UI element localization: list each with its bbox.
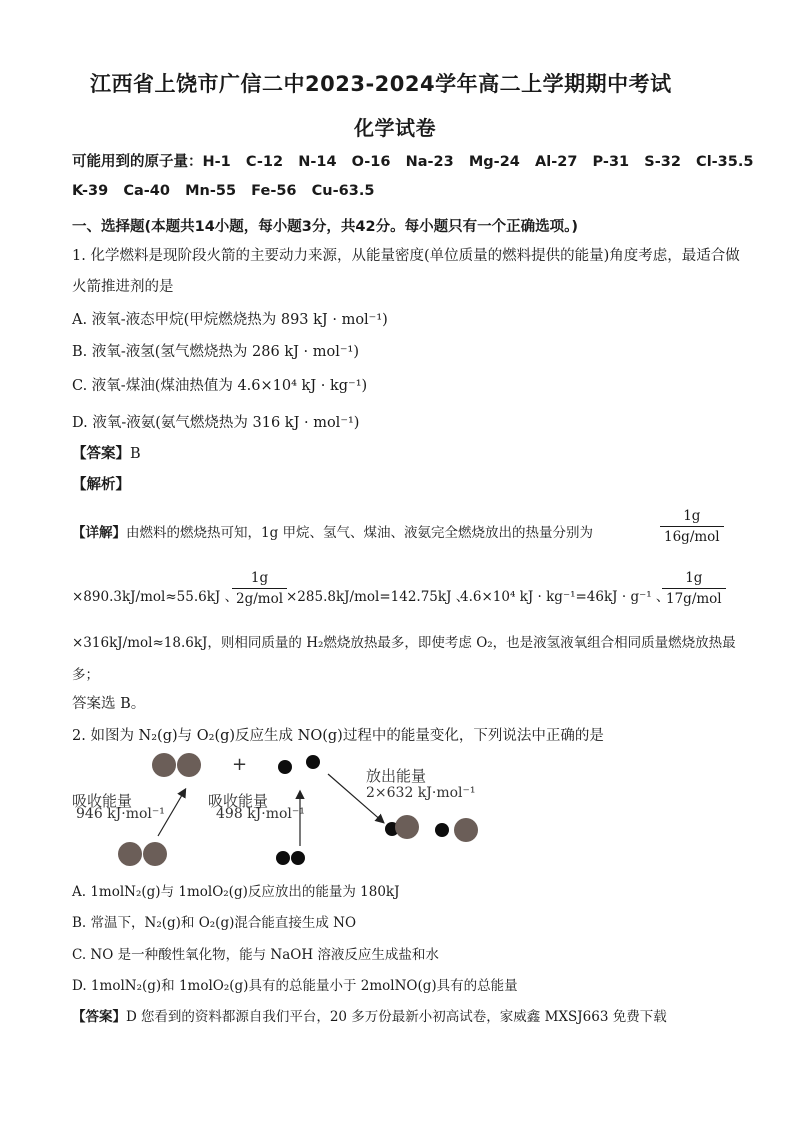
- release-value: 2×632 kJ·mol⁻¹: [366, 785, 476, 801]
- page-title: 江西省上饶市广信二中2023-2024学年高二上学期期中考试: [90, 72, 672, 96]
- n-atom-icon: [118, 842, 142, 866]
- fraction-2-numerator: 1g: [250, 570, 269, 586]
- plus-sign: +: [232, 754, 248, 775]
- detail-text: 由燃料的燃烧热可知，1g 甲烷、氢气、煤油、液氨完全燃烧放出的热量分别为: [126, 525, 594, 541]
- q1-answer: [72, 442, 141, 463]
- q2-stem: 2. 如图为 N₂(g)与 O₂(g)反应生成 NO(g)过程中的能量变化，下列说法中正确的是: [72, 728, 604, 744]
- absorb-value-1: 946 kJ·mol⁻¹: [76, 806, 165, 822]
- section-heading: 一、选择题(本题共14小题，每小题3分，共42分。每小题只有一个正确选项。): [72, 219, 578, 235]
- fraction-1-denominator: 16g/mol: [660, 526, 724, 545]
- fraction-2: [232, 570, 287, 607]
- calc-3: 4.6×10⁴ kJ · kg⁻¹=46kJ · g⁻¹ 、: [460, 589, 670, 605]
- q2-option-c: C. NO 是一种酸性氧化物，能与 NaOH 溶液反应生成盐和水: [72, 947, 439, 963]
- o-atom-icon: [276, 851, 290, 865]
- fraction-3: [662, 570, 726, 607]
- calc-4: ×316kJ/mol≈18.6kJ，则相同质量的 H₂燃烧放热最多，即使考虑 O₂，也是液氢液氧组合相同质量燃烧放热最: [72, 635, 736, 651]
- n-atom-icon: [395, 815, 419, 839]
- answer-value: B: [130, 446, 141, 462]
- q1-option-d: D. 液氧-液氨(氨气燃烧热为 316 kJ · mol⁻¹): [72, 415, 360, 431]
- q2-option-d: D. 1molN₂(g)和 1molO₂(g)具有的总能量小于 2molNO(g)具有的总能量: [72, 978, 518, 994]
- n-atom-icon: [177, 753, 201, 777]
- answer-label: 【答案】: [72, 446, 130, 462]
- fraction-1: [660, 508, 724, 545]
- n-atom-icon: [152, 753, 176, 777]
- release-label: 放出能量: [366, 767, 427, 785]
- q2-answer: [72, 1005, 667, 1025]
- absorb-label-2: 吸收能量: [208, 792, 269, 810]
- q1-detail-line: [72, 521, 593, 541]
- q1-option-a: A. 液氧-液态甲烷(甲烷燃烧热为 893 kJ · mol⁻¹): [72, 312, 388, 328]
- q1-option-c: C. 液氧-煤油(煤油热值为 4.6×10⁴ kJ · kg⁻¹): [72, 378, 368, 394]
- atomic-mass-line-2: K-39 Ca-40 Mn-55 Fe-56 Cu-63.5: [72, 183, 375, 199]
- o-atom-icon: [278, 760, 292, 774]
- q1-option-b: B. 液氧-液氢(氢气燃烧热为 286 kJ · mol⁻¹): [72, 344, 359, 360]
- q1-conclusion: 答案选 B。: [72, 696, 146, 712]
- answer-value: D: [126, 1009, 137, 1025]
- o-atom-icon: [306, 755, 320, 769]
- fraction-3-numerator: 1g: [685, 570, 703, 586]
- q1-analysis-label: 【解析】: [72, 477, 130, 493]
- absorb-value-2: 498 kJ·mol⁻¹: [216, 806, 305, 822]
- detail-label: 【详解】: [72, 525, 126, 541]
- q2-option-b: B. 常温下，N₂(g)和 O₂(g)混合能直接生成 NO: [72, 915, 357, 931]
- fraction-1-numerator: 1g: [683, 508, 701, 524]
- o-atom-icon: [435, 823, 449, 837]
- page-subtitle: 化学试卷: [354, 116, 436, 140]
- atomic-mass-label: 可能用到的原子量：: [72, 154, 203, 170]
- q2-option-a: A. 1molN₂(g)与 1molO₂(g)反应放出的能量为 180kJ: [72, 884, 400, 900]
- absorb-label-1: 吸收能量: [72, 792, 133, 810]
- q1-stem-line-1: 1. 化学燃料是现阶段火箭的主要动力来源，从能量密度(单位质量的燃料提供的能量)角度考虑，最适合做: [72, 248, 740, 264]
- calc-5: 多；: [72, 667, 99, 683]
- fraction-2-denominator: 2g/mol: [232, 588, 287, 607]
- o-atom-icon: [291, 851, 305, 865]
- footer-ad: 您看到的资料都源自我们平台，20 多万份最新小初高试卷，家威鑫 MXSJ663 免费下载: [140, 1009, 667, 1025]
- atomic-mass-line-1: [72, 150, 753, 171]
- calc-1: ×890.3kJ/mol≈55.6kJ 、: [72, 589, 239, 605]
- fraction-3-denominator: 17g/mol: [662, 588, 726, 607]
- answer-label: 【答案】: [72, 1009, 126, 1025]
- n-atom-icon: [454, 818, 478, 842]
- q1-stem-line-2: 火箭推进剂的是: [72, 279, 174, 295]
- n-atom-icon: [143, 842, 167, 866]
- atomic-mass-values-1: H-1 C-12 N-14 O-16 Na-23 Mg-24 Al-27 P-31 S-32 Cl-35.5: [202, 154, 754, 170]
- calc-2: ×285.8kJ/mol=142.75kJ 、: [286, 589, 470, 605]
